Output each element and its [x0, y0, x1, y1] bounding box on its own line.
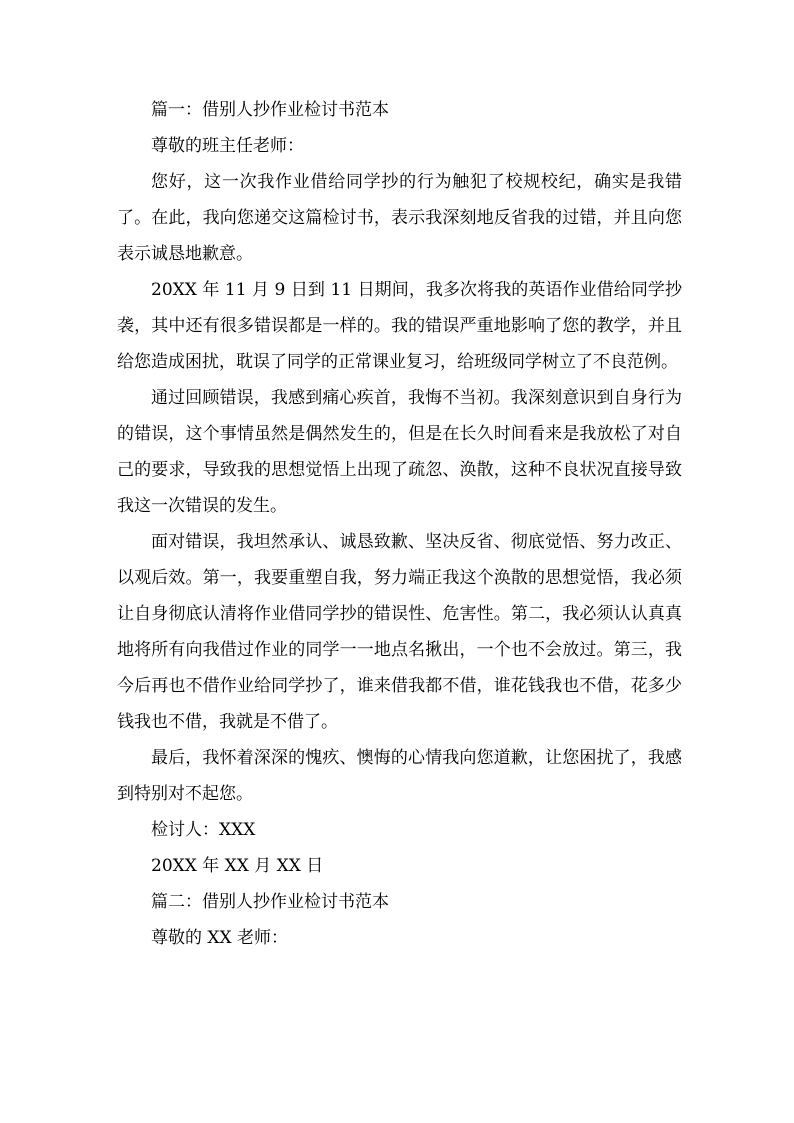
- document-body: [117, 92, 682, 956]
- signer-line: 检讨人：XXX: [151, 820, 256, 840]
- paragraph-commitment: 面对错误，我坦然承认、诚恳致歉、坚决反省、彻底觉悟、努力改正、以观后效。第一，我要重塑自我，努力端正我这个涣散的思想觉悟，我必须让自身彻底认清将作业借同学抄的错误性、危害性。第二，我必须认认真真地将所有向我借过作业的同学一一地点名揪出，一个也不会放过。第三，我今后再也不借作业给同学抄了，谁来借我都不借，谁花钱我也不借，花多少钱我也不借，我就是不借了。: [117, 532, 682, 732]
- paragraph-greeting: 您好，这一次我作业借给同学抄的行为触犯了校规校纪，确实是我错了。在此，我向您递交这篇检讨书，表示我深刻地反省我的过错，并且向您表示诚恳地歉意。: [117, 172, 682, 264]
- paragraph-incident: 20XX 年 11 月 9 日到 11 日期间，我多次将我的英语作业借给同学抄袭，其中还有很多错误都是一样的。我的错误严重地影响了您的教学，并且给您造成困扰，耽误了同学的正常课业复习，给班级同学树立了不良范例。: [117, 280, 682, 372]
- date-line: 20XX 年 XX 月 XX 日: [151, 856, 324, 876]
- salutation-2: 尊敬的 XX 老师：: [151, 928, 289, 948]
- salutation-1: 尊敬的班主任老师：: [151, 136, 304, 156]
- section-heading-2: 篇二：借别人抄作业检讨书范本: [151, 892, 389, 912]
- paragraph-closing: 最后，我怀着深深的愧疚、懊悔的心情我向您道歉，让您困扰了，我感到特别对不起您。: [117, 748, 682, 804]
- paragraph-reflection: 通过回顾错误，我感到痛心疾首，我悔不当初。我深刻意识到自身行为的错误，这个事情虽然是偶然发生的，但是在长久时间看来是我放松了对自己的要求，导致我的思想觉悟上出现了疏忽、涣散，这种不良状况直接导致我这一次错误的发生。: [117, 388, 682, 516]
- section-heading-1: 篇一：借别人抄作业检讨书范本: [151, 100, 389, 120]
